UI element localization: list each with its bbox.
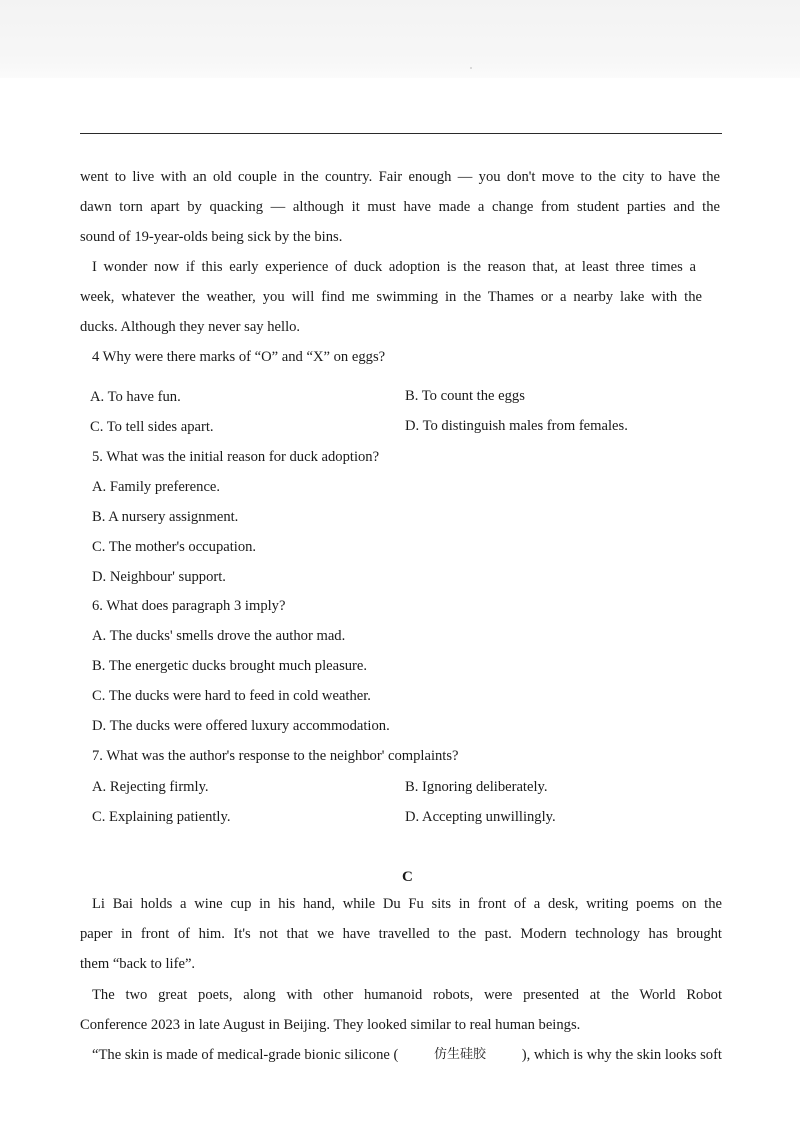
passage-c-line: [92, 1046, 722, 1064]
passage-b-line: ducks. Although they never say hello.: [80, 319, 301, 335]
question-5-option-a: A. Family preference.: [92, 479, 221, 495]
question-5-option-d: D. Neighbour' support.: [92, 569, 226, 585]
question-6-option-b: B. The energetic ducks brought much pleasure.: [92, 658, 368, 674]
question-4-option-c: C. To tell sides apart.: [90, 419, 214, 435]
question-5-option-c: C. The mother's occupation.: [92, 539, 257, 555]
passage-c-line: The two great poets, along with other humanoid robots, were presented at the World Robot: [92, 987, 722, 1003]
question-5-option-b: B. A nursery assignment.: [92, 509, 239, 525]
passage-c-line: them “back to life”.: [80, 956, 196, 972]
passage-c-line: Conference 2023 in late August in Beijing. They looked similar to real human beings.: [80, 1017, 581, 1033]
question-7-option-b: B. Ignoring deliberately.: [405, 779, 548, 795]
passage-c-line: paper in front of him. It's not that we have travelled to the past. Modern technology has brought: [80, 926, 722, 942]
question-6-option-d: D. The ducks were offered luxury accommodation.: [92, 718, 390, 734]
question-4-option-d: D. To distinguish males from females.: [405, 418, 628, 434]
passage-b-line: sound of 19-year-olds being sick by the bins.: [80, 229, 343, 245]
chinese-gloss: 仿生硅胶: [434, 1047, 487, 1062]
question-7-option-c: C. Explaining patiently.: [92, 809, 231, 825]
passage-c-text: ), which is why the skin looks soft: [521, 1047, 722, 1063]
question-6-option-a: A. The ducks' smells drove the author mad.: [92, 628, 346, 644]
question-4-option-b: B. To count the eggs: [405, 388, 525, 404]
question-4-option-a: A. To have fun.: [90, 389, 181, 405]
passage-b-line: went to live with an old couple in the country. Fair enough — you don't move to the city to have the: [80, 169, 720, 185]
header-rule: [80, 133, 722, 134]
passage-b-line: week, whatever the weather, you will find me swimming in the Thames or a nearby lake with the: [80, 289, 702, 305]
scan-speck: [470, 67, 472, 69]
question-7-stem: 7. What was the author's response to the neighbor' complaints?: [92, 748, 459, 764]
question-6-stem: 6. What does paragraph 3 imply?: [92, 598, 286, 614]
question-7-option-d: D. Accepting unwillingly.: [405, 809, 556, 825]
passage-c-line: Li Bai holds a wine cup in his hand, while Du Fu sits in front of a desk, writing poems on the: [92, 896, 722, 912]
question-5-stem: 5. What was the initial reason for duck adoption?: [92, 449, 380, 465]
passage-b-line: dawn torn apart by quacking — although it must have made a change from student parties and the: [80, 199, 720, 215]
passage-c-text: “The skin is made of medical-grade bionic silicone (: [92, 1047, 399, 1063]
question-7-option-a: A. Rejecting firmly.: [92, 779, 209, 795]
question-6-option-c: C. The ducks were hard to feed in cold weather.: [92, 688, 371, 704]
passage-b-line: I wonder now if this early experience of duck adoption is the reason that, at least three times a: [92, 259, 696, 275]
passage-c-heading: C: [402, 869, 413, 885]
question-4-stem: 4 Why were there marks of “O” and “X” on eggs?: [92, 349, 386, 365]
scan-top-band: [0, 0, 800, 78]
